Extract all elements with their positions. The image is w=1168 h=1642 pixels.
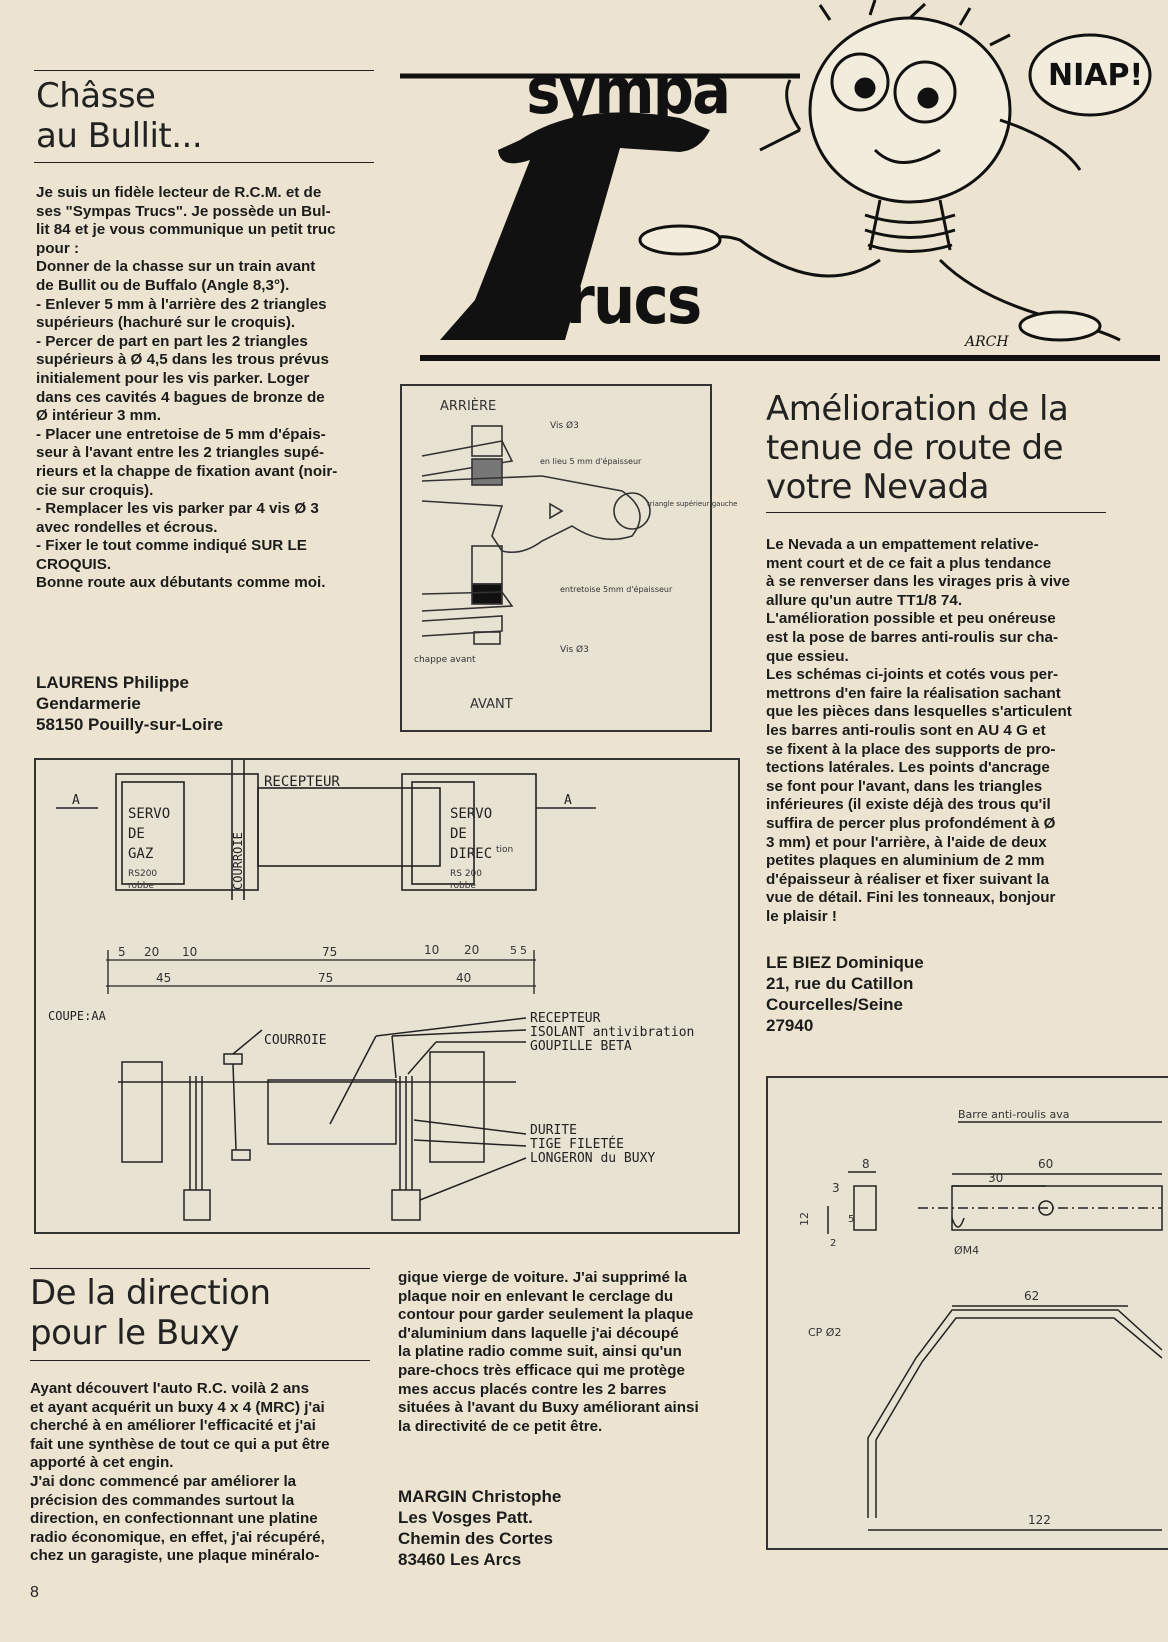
dim-top-2: 20 — [144, 945, 160, 959]
artist-signature: ARCH — [965, 334, 1009, 350]
coupe-label: COUPE:AA — [48, 1009, 106, 1023]
sketch1-bottom-label: AVANT — [470, 697, 513, 712]
dim-m4: ØM4 — [954, 1244, 980, 1257]
article2-title: Amélioration de la tenue de route de votre Nevada — [766, 389, 1069, 507]
section-mark-left: A — [72, 793, 80, 808]
article2-signature: LE BIEZ Dominique 21, rue du Catillon Courcelles/Seine 27940 — [766, 953, 924, 1035]
servo-dir-line2: DE — [450, 826, 467, 842]
page-number: 8 — [30, 1584, 39, 1601]
callout-tige: TIGE FILETÉE — [530, 1137, 624, 1152]
speech-bubble-text: NIAP! — [1048, 58, 1144, 93]
dim-122: 122 — [1028, 1513, 1051, 1527]
recepteur-label: RECEPTEUR — [264, 774, 340, 790]
servo-dir-note2: robbe — [450, 881, 476, 891]
sketch3-title: Barre anti-roulis ava — [958, 1108, 1070, 1121]
dim-top-8: 5 — [520, 944, 527, 957]
sketch1-note-vis-bottom: Vis Ø3 — [560, 645, 589, 655]
dim-12: 12 — [798, 1212, 811, 1226]
servo-dir-line4: tion — [496, 845, 514, 855]
dim-top-7: 5 — [510, 944, 517, 957]
section-mark-right: A — [564, 793, 572, 808]
article1-title-rule — [34, 162, 374, 163]
courroie-vertical-label: COURROIE — [231, 832, 245, 890]
banner-artwork — [380, 0, 1160, 370]
dim-bottom-2: 75 — [318, 971, 334, 985]
callout-goupille: GOUPILLE BETA — [530, 1039, 632, 1054]
dim-30: 30 — [988, 1171, 1004, 1185]
article3-title: De la direction pour le Buxy — [30, 1273, 271, 1353]
sketch1-top-label: ARRIÈRE — [440, 399, 497, 414]
callout-durite: DURITE — [530, 1123, 577, 1138]
article3-top-rule — [30, 1268, 370, 1269]
dim-top-1: 5 — [118, 945, 126, 959]
dim-cp2: CP Ø2 — [808, 1326, 842, 1339]
dim-2: 2 — [830, 1238, 837, 1249]
sympa-trucs-banner — [380, 0, 1160, 370]
article2-title-rule — [766, 512, 1106, 513]
sketch-radio-plate — [34, 758, 740, 1234]
callout-isolant: ISOLANT antivibration — [530, 1025, 695, 1040]
sketch1-note-vis-top: Vis Ø3 — [550, 421, 579, 431]
dim-8: 8 — [862, 1157, 870, 1171]
callout-longeron: LONGERON du BUXY — [530, 1151, 656, 1166]
article1-top-rule — [34, 70, 374, 71]
article1-body: Je suis un fidèle lecteur de R.C.M. et de ses "Sympas Trucs". Je possède un Bul- lit 84 et je vous communique un petit truc pour : Donner de la chasse sur un train avant de Bullit ou de Buffalo (Angle 8,3°). - Enlever 5 mm à l'arrière des 2 triangles supérieurs (hachuré sur le croquis). - Percer de part en part les 2 triangles supérieurs à Ø 4,5 dans les trous prévus initialement pour les vis parker. Loger dans ces cavités 4 bagues de bronze de Ø intérieur 3 mm. - Placer une entretoise de 5 mm d'épais- seur à l'avant entre les 2 triangles supé- rieurs et la chappe de fixation avant (noir- cie sur croquis). - Remplacer les vis parker par 4 vis Ø 3 avec rondelles et écrous. - Fixer le tout comme indiqué SUR LE CROQUIS. Bonne route aux débutants comme moi. — [36, 184, 338, 592]
dim-top-6: 20 — [464, 943, 480, 957]
article1-title: Châsse au Bullit... — [36, 76, 203, 156]
dim-bottom-3: 40 — [456, 971, 472, 985]
dim-60: 60 — [1038, 1157, 1054, 1171]
dim-3: 3 — [832, 1181, 840, 1195]
servo-gaz-note1: RS200 — [128, 869, 158, 879]
servo-gaz-line1: SERVO — [128, 806, 171, 822]
sketch1-note-triangle: triangle supérieur gauche — [647, 500, 738, 508]
sketch1-note-entretoise: entretoise 5mm d'épaisseur — [560, 585, 673, 594]
dim-62: 62 — [1024, 1289, 1040, 1303]
servo-gaz-line3: GAZ — [128, 846, 154, 862]
banner-word-sympa: sympa — [526, 55, 730, 129]
dim-5: 5 — [848, 1214, 855, 1225]
dim-top-4: 75 — [322, 945, 338, 959]
servo-dir-line3: DIREC — [450, 846, 493, 862]
callout-recepteur: RECEPTEUR — [530, 1011, 601, 1026]
article3-signature: MARGIN Christophe Les Vosges Patt. Chemin des Cortes 83460 Les Arcs — [398, 1487, 562, 1569]
article3-body-col2: gique vierge de voiture. J'ai supprimé la plaque noir en enlevant le cerclage du contour pour garder seulement la plaque d'aluminium dans laquelle j'ai découpé la platine radio comme suit, ainsi qu'un pare-chocs très efficace qui me protège mes accus placés contre les 2 barres situées à l'avant du Buxy améliorant ainsi la directivité de ce petit être. — [398, 1269, 699, 1435]
sketch-anti-roll-bar — [766, 1076, 1168, 1550]
dim-bottom-1: 45 — [156, 971, 172, 985]
dim-top-5: 10 — [424, 943, 440, 957]
banner-word-rucs: rucs — [565, 262, 701, 339]
sketch-front-axle — [400, 384, 738, 732]
sketch1-note-5mm: en lieu 5 mm d'épaisseur — [540, 457, 642, 466]
servo-gaz-note2: robbe — [128, 881, 154, 891]
article2-body: Le Nevada a un empattement relative- ment court et de ce fait a plus tendance à se renverser dans les virages pris à vive allure qu'un autre TT1/8 74. L'amélioration possible et peu onéreuse est la pose de barres anti-roulis sur cha- que essieu. Les schémas ci-joints et cotés vous per- mettrons d'en faire la réalisation sachant que les pièces dans lesquelles s'articulent les barres anti-roulis sont en AU 4 G et se fixent à la place des supports de pro- tections latérales. Les points d'ancrage se font pour l'avant, dans les triangles inférieures (il existe déjà des trous qu'il suffira de percer plus profondément à Ø 3 mm) et pour l'arrière, à l'aide de deux petites plaques en aluminium de 2 mm d'épaisseur à réaliser et fixer suivant la vue de détail. Fini les tonneaux, bonjour le plaisir ! — [766, 536, 1072, 925]
sketch1-note-chappe: chappe avant — [414, 655, 476, 665]
dim-top-3: 10 — [182, 945, 198, 959]
servo-gaz-line2: DE — [128, 826, 145, 842]
servo-dir-line1: SERVO — [450, 806, 493, 822]
courroie-label: COURROIE — [264, 1033, 327, 1048]
article1-signature: LAURENS Philippe Gendarmerie 58150 Pouilly-sur-Loire — [36, 673, 224, 734]
article3-body-col1: Ayant découvert l'auto R.C. voilà 2 ans et ayant acquérit un buxy 4 x 4 (MRC) j'ai cherché à en améliorer l'efficacité et j'ai fait une synthèse de tout ce qui a put être apporté à cet engin. J'ai donc commencé par améliorer la précision des commandes surtout la direction, en confectionnant une platine radio économique, en effet, j'ai récupéré, chez un garagiste, une plaque minéralo- — [30, 1380, 330, 1565]
article3-title-rule — [30, 1360, 370, 1361]
servo-dir-note1: RS 200 — [450, 869, 483, 879]
